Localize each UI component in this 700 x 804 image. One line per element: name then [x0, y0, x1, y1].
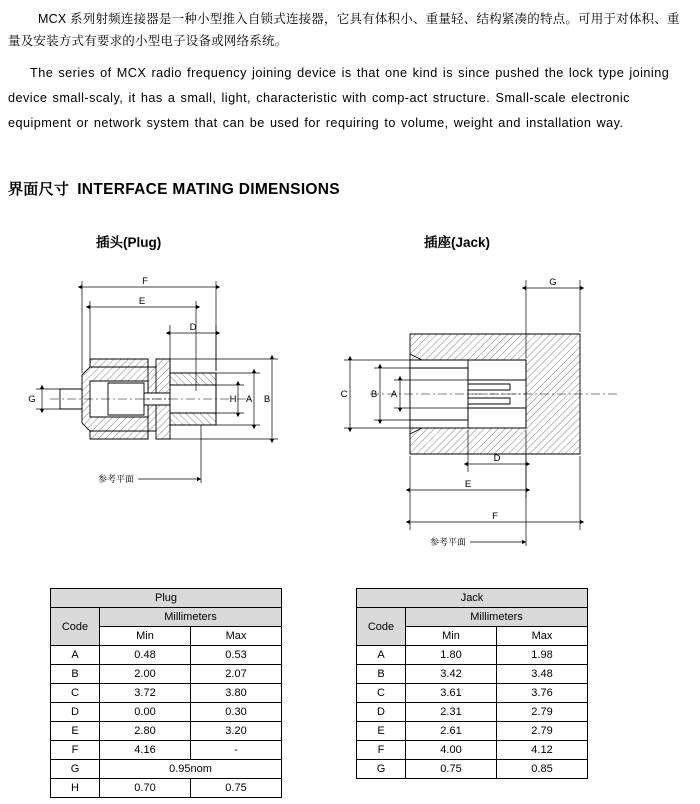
plug-row-max: - [191, 741, 282, 760]
plug-row-min: 0.00 [100, 703, 191, 722]
jack-row-min: 2.31 [406, 703, 497, 722]
plug-row-code: B [51, 665, 100, 684]
table-row [357, 741, 588, 760]
table-row [51, 684, 282, 703]
jack-reference-plane-label: 参考平面 [429, 537, 466, 547]
jack-dim-label-f: F [492, 511, 498, 522]
plug-table [50, 588, 282, 798]
jack-technical-drawing [330, 250, 660, 565]
plug-row-min: 0.70 [100, 779, 191, 798]
jack-drawing-title: 插座(Jack) [424, 235, 491, 250]
table-row [357, 760, 588, 779]
table-row [51, 703, 282, 722]
jack-row-code: B [357, 665, 406, 684]
plug-row-code: C [51, 684, 100, 703]
plug-dim-label-b: B [263, 394, 271, 405]
jack-dim-label-c: C [340, 389, 348, 400]
jack-dim-label-a: A [390, 389, 398, 400]
jack-row-max: 2.79 [497, 722, 588, 741]
jack-dim-label-e: E [464, 479, 472, 490]
table-row [357, 608, 588, 627]
plug-dim-label-h: H [229, 394, 237, 405]
plug-code-header: Code [51, 608, 100, 646]
jack-row-code: F [357, 741, 406, 760]
intro-text-block [8, 8, 692, 136]
jack-row-max: 3.76 [497, 684, 588, 703]
jack-row-max: 4.12 [497, 741, 588, 760]
plug-row-code: F [51, 741, 100, 760]
plug-dim-label-g: G [28, 394, 36, 405]
jack-table-title: Jack [357, 589, 588, 608]
plug-row-min: 4.16 [100, 741, 191, 760]
table-row [51, 646, 282, 665]
table-row [357, 703, 588, 722]
table-row [357, 665, 588, 684]
jack-code-header: Code [357, 608, 406, 646]
table-row [51, 665, 282, 684]
plug-row-min: 2.00 [100, 665, 191, 684]
table-row [357, 684, 588, 703]
jack-row-max: 2.79 [497, 703, 588, 722]
jack-row-max: 3.48 [497, 665, 588, 684]
plug-reference-plane-label: 参考平面 [97, 474, 134, 484]
table-row [357, 646, 588, 665]
table-row [51, 779, 282, 798]
plug-technical-drawing [20, 255, 310, 550]
jack-row-code: C [357, 684, 406, 703]
plug-dim-label-d: D [189, 322, 197, 333]
plug-row-max: 0.75 [191, 779, 282, 798]
jack-row-min: 3.42 [406, 665, 497, 684]
plug-row-max: 0.30 [191, 703, 282, 722]
plug-row-min: 0.48 [100, 646, 191, 665]
jack-row-max: 0.85 [497, 760, 588, 779]
table-row [51, 741, 282, 760]
plug-row-max: 2.07 [191, 665, 282, 684]
plug-dim-label-a: A [245, 394, 253, 405]
jack-col-max: Max [497, 627, 588, 646]
jack-row-code: D [357, 703, 406, 722]
jack-dim-label-b: B [370, 389, 378, 400]
jack-table [356, 588, 588, 779]
jack-unit-header: Millimeters [406, 608, 588, 627]
plug-row-code: D [51, 703, 100, 722]
table-row [357, 722, 588, 741]
intro-paragraph-english: The series of MCX radio frequency joining device is that one kind is since pushed the lock type joining device small-scaly, it has a small, light, characteristic with comp-act structure. Small-scale electronic equipment or network system that can be used for requiring to volume, weight and installation way. [8, 66, 670, 130]
table-row [51, 760, 282, 779]
jack-row-max: 1.98 [497, 646, 588, 665]
plug-unit-header: Millimeters [100, 608, 282, 627]
table-row [357, 589, 588, 608]
plug-row-min: 3.72 [100, 684, 191, 703]
jack-col-min: Min [406, 627, 497, 646]
jack-row-code: E [357, 722, 406, 741]
plug-row-code: H [51, 779, 100, 798]
plug-drawing-title: 插头(Plug) [96, 235, 162, 250]
plug-table-title: Plug [51, 589, 282, 608]
section-heading-english: INTERFACE MATING DIMENSIONS [77, 181, 340, 198]
section-heading [8, 178, 340, 199]
plug-row-max: 3.80 [191, 684, 282, 703]
plug-row-code: E [51, 722, 100, 741]
jack-row-code: A [357, 646, 406, 665]
plug-row-min: 0.95nom [100, 760, 282, 779]
jack-row-code: G [357, 760, 406, 779]
plug-dim-label-e: E [138, 296, 146, 307]
plug-row-min: 2.80 [100, 722, 191, 741]
plug-row-max: 3.20 [191, 722, 282, 741]
jack-row-min: 1.80 [406, 646, 497, 665]
plug-dim-label-f: F [142, 276, 148, 287]
table-row [51, 589, 282, 608]
table-row [51, 608, 282, 627]
jack-dim-label-g: G [549, 277, 557, 288]
plug-col-min: Min [100, 627, 191, 646]
jack-row-min: 2.61 [406, 722, 497, 741]
jack-dimension-table [356, 588, 588, 779]
jack-row-min: 3.61 [406, 684, 497, 703]
plug-row-code: A [51, 646, 100, 665]
jack-row-min: 4.00 [406, 741, 497, 760]
plug-dimension-table [50, 588, 282, 798]
section-heading-chinese: 界面尺寸 [8, 181, 70, 198]
jack-row-min: 0.75 [406, 760, 497, 779]
jack-dim-label-d: D [493, 453, 501, 464]
intro-paragraph-chinese: MCX 系列射频连接器是一种小型推入自锁式连接器，它具有体积小、重量轻、结构紧凑的特点。可用于对体积、重量及安装方式有要求的小型电子设备或网络系统。 [8, 12, 680, 48]
plug-row-max: 0.53 [191, 646, 282, 665]
plug-col-max: Max [191, 627, 282, 646]
plug-row-code: G [51, 760, 100, 779]
table-row [51, 722, 282, 741]
